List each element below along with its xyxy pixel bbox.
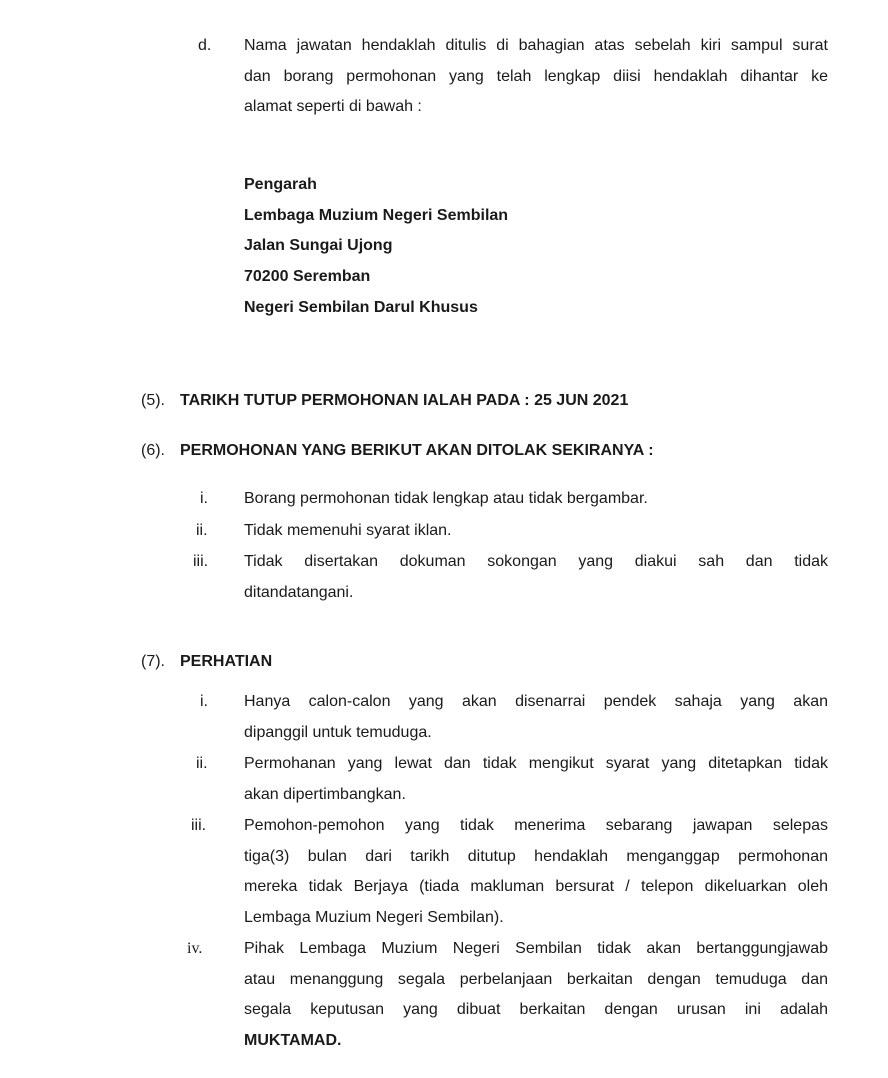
- section-5-heading: TARIKH TUTUP PERMOHONAN IALAH PADA : 25 JUN 2021: [180, 392, 629, 409]
- section-7-item-1-line-2: dipanggil untuk temuduga.: [244, 724, 432, 741]
- item-d-marker: d.: [198, 37, 212, 54]
- section-7-item-1-marker: i.: [200, 693, 208, 710]
- section-6-item-2-line-1: Tidak memenuhi syarat iklan.: [244, 522, 452, 539]
- section-6-number: (6).: [141, 442, 165, 459]
- section-7-item-1-line-1: Hanya calon-calon yang akan disenarrai pendek sahaja yang akan: [244, 693, 828, 710]
- address-line-3: Jalan Sungai Ujong: [244, 237, 393, 254]
- section-7-item-4-marker: iv.: [187, 940, 203, 957]
- section-6-item-3-line-1: Tidak disertakan dokuman sokongan yang diakui sah dan tidak: [244, 553, 828, 570]
- section-7-item-3-line-1: Pemohon-pemohon yang tidak menerima sebarang jawapan selepas: [244, 817, 828, 834]
- section-7-item-4-line-3: segala keputusan yang dibuat berkaitan dengan urusan ini adalah: [244, 1001, 828, 1018]
- section-5-number: (5).: [141, 392, 165, 409]
- section-7-item-2-marker: ii.: [196, 755, 208, 772]
- address-line-5: Negeri Sembilan Darul Khusus: [244, 299, 478, 316]
- section-6-item-1-marker: i.: [200, 490, 208, 507]
- section-6-item-2-marker: ii.: [196, 522, 208, 539]
- section-7-item-4-line-1: Pihak Lembaga Muzium Negeri Sembilan tidak akan bertanggungjawab: [244, 940, 828, 957]
- section-6-item-3-line-2: ditandatangani.: [244, 584, 354, 601]
- item-d-line-1: Nama jawatan hendaklah ditulis di bahagian atas sebelah kiri sampul surat: [244, 37, 828, 54]
- section-7-item-2-line-1: Permohanan yang lewat dan tidak mengikut syarat yang ditetapkan tidak: [244, 755, 828, 772]
- section-7-item-2-line-2: akan dipertimbangkan.: [244, 786, 406, 803]
- section-7-item-4-final: MUKTAMAD.: [244, 1032, 342, 1049]
- address-line-2: Lembaga Muzium Negeri Sembilan: [244, 207, 509, 224]
- item-d-line-2: dan borang permohonan yang telah lengkap diisi hendaklah dihantar ke: [244, 68, 828, 85]
- address-line-1: Pengarah: [244, 176, 317, 193]
- item-d-line-3: alamat seperti di bawah :: [244, 98, 422, 115]
- section-7-item-3-line-2: tiga(3) bulan dari tarikh ditutup hendaklah menganggap permohonan: [244, 848, 828, 865]
- section-6-item-1-line-1: Borang permohonan tidak lengkap atau tidak bergambar.: [244, 490, 648, 507]
- section-7-item-4-line-2: atau menanggung segala perbelanjaan berkaitan dengan temuduga dan: [244, 971, 828, 988]
- section-7-heading: PERHATIAN: [180, 653, 273, 670]
- address-line-4: 70200 Seremban: [244, 268, 371, 285]
- section-7-item-3-line-4: Lembaga Muzium Negeri Sembilan).: [244, 909, 504, 926]
- section-6-heading: PERMOHONAN YANG BERIKUT AKAN DITOLAK SEKIRANYA :: [180, 442, 654, 459]
- section-7-number: (7).: [141, 653, 165, 670]
- section-7-item-3-line-3: mereka tidak Berjaya (tiada makluman bersurat / telepon dikeluarkan oleh: [244, 878, 828, 895]
- section-6-item-3-marker: iii.: [193, 553, 209, 570]
- section-7-item-3-marker: iii.: [191, 817, 207, 834]
